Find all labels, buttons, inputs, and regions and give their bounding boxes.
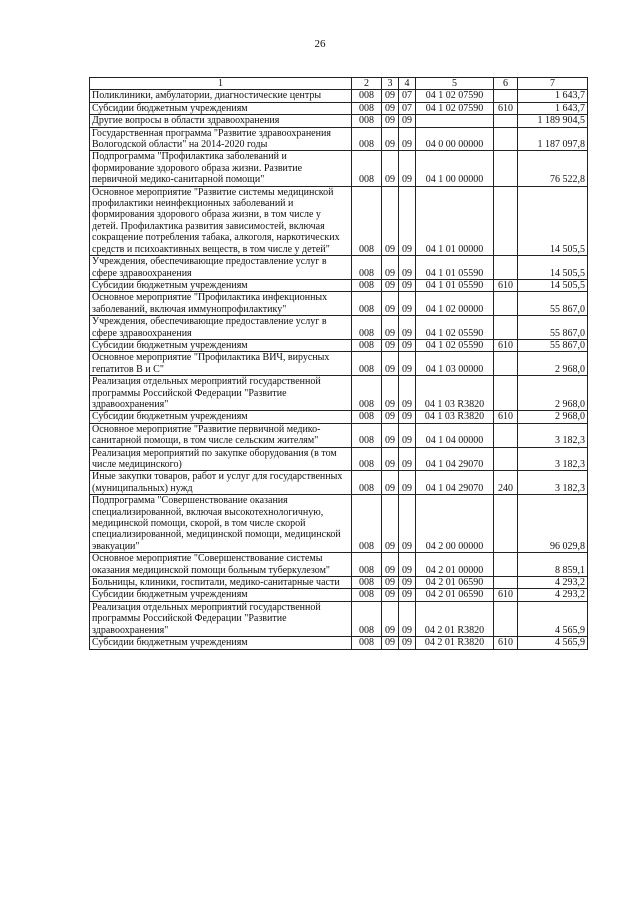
row-ministry-cell: 008 [352,316,382,340]
row-expense-type-cell [494,127,518,151]
row-target-item-cell: 04 2 01 R3820 [416,601,494,636]
row-target-item-cell: 04 1 04 29070 [416,447,494,471]
row-ministry-cell: 008 [352,601,382,636]
row-target-item-cell: 04 0 00 00000 [416,127,494,151]
row-ministry-cell: 008 [352,151,382,186]
row-target-item-cell: 04 1 03 00000 [416,352,494,376]
row-section-cell: 09 [382,447,399,471]
table-row [90,115,588,127]
row-expense-type-cell: 610 [494,339,518,351]
row-expense-type-cell [494,115,518,127]
row-section-cell: 09 [382,589,399,601]
row-ministry-cell: 008 [352,90,382,102]
row-subsection-cell: 09 [399,352,416,376]
row-amount-cell: 2 968,0 [518,376,588,411]
row-ministry-cell: 008 [352,447,382,471]
row-expense-type-cell: 610 [494,637,518,649]
row-expense-type-cell [494,90,518,102]
row-ministry-cell: 008 [352,256,382,280]
row-section-cell: 09 [382,316,399,340]
row-expense-type-cell: 610 [494,279,518,291]
row-subsection-cell: 09 [399,423,416,447]
row-amount-cell: 4 565,9 [518,601,588,636]
row-target-item-cell: 04 1 02 07590 [416,90,494,102]
row-amount-cell: 3 182,3 [518,471,588,495]
row-amount-cell: 1 643,7 [518,90,588,102]
row-name-cell: Субсидии бюджетным учреждениям [90,339,352,351]
row-amount-cell: 76 522,8 [518,151,588,186]
row-section-cell: 09 [382,339,399,351]
row-amount-cell: 14 505,5 [518,186,588,255]
row-subsection-cell: 09 [399,411,416,423]
row-section-cell: 09 [382,292,399,316]
row-target-item-cell: 04 1 01 05590 [416,256,494,280]
row-section-cell: 09 [382,186,399,255]
row-subsection-cell: 09 [399,115,416,127]
row-target-item-cell [416,115,494,127]
row-subsection-cell: 09 [399,316,416,340]
row-subsection-cell: 09 [399,339,416,351]
row-ministry-cell: 008 [352,102,382,114]
row-subsection-cell: 07 [399,90,416,102]
row-ministry-cell: 008 [352,339,382,351]
table-row [90,376,588,411]
row-section-cell: 09 [382,352,399,376]
row-expense-type-cell: 240 [494,471,518,495]
row-amount-cell: 14 505,5 [518,256,588,280]
row-subsection-cell: 09 [399,553,416,577]
row-ministry-cell: 008 [352,495,382,553]
row-ministry-cell: 008 [352,115,382,127]
table-row [90,279,588,291]
row-ministry-cell: 008 [352,127,382,151]
row-section-cell: 09 [382,256,399,280]
column-header: 4 [399,78,416,90]
table-row [90,637,588,649]
row-name-cell: Основное мероприятие "Профилактика инфекционных заболеваний, включая иммунопрофилактику" [90,292,352,316]
row-section-cell: 09 [382,495,399,553]
row-expense-type-cell [494,352,518,376]
row-ministry-cell: 008 [352,376,382,411]
table-row [90,495,588,553]
row-name-cell: Иные закупки товаров, работ и услуг для государственных (муниципальных) нужд [90,471,352,495]
row-subsection-cell: 09 [399,601,416,636]
row-amount-cell: 4 293,2 [518,589,588,601]
row-target-item-cell: 04 1 04 00000 [416,423,494,447]
row-name-cell: Учреждения, обеспечивающие предоставление услуг в сфере здравоохранения [90,256,352,280]
row-subsection-cell: 09 [399,151,416,186]
row-section-cell: 09 [382,553,399,577]
row-name-cell: Основное мероприятие "Развитие системы медицинской профилактики неинфекционных заболеваний и формирования здорового образа жизни, в том числе у детей. Профилактика развития зависимостей, включая сокращение потребления табака, алкоголя, наркотических средств и психоактивных веществ, в том числе у детей" [90,186,352,255]
row-target-item-cell: 04 1 01 05590 [416,279,494,291]
row-section-cell: 09 [382,471,399,495]
row-name-cell: Субсидии бюджетным учреждениям [90,589,352,601]
row-expense-type-cell [494,256,518,280]
row-name-cell: Основное мероприятие "Совершенствование системы оказания медицинской помощи больным туберкулезом" [90,553,352,577]
column-header: 2 [352,78,382,90]
row-subsection-cell: 09 [399,495,416,553]
row-target-item-cell: 04 2 01 06590 [416,577,494,589]
row-expense-type-cell [494,316,518,340]
row-subsection-cell: 09 [399,637,416,649]
row-amount-cell: 1 643,7 [518,102,588,114]
row-ministry-cell: 008 [352,352,382,376]
row-section-cell: 09 [382,637,399,649]
table-row [90,471,588,495]
row-target-item-cell: 04 1 00 00000 [416,151,494,186]
row-expense-type-cell [494,423,518,447]
row-name-cell: Субсидии бюджетным учреждениям [90,102,352,114]
row-amount-cell: 2 968,0 [518,352,588,376]
row-subsection-cell: 07 [399,102,416,114]
row-section-cell: 09 [382,601,399,636]
row-expense-type-cell [494,376,518,411]
row-target-item-cell: 04 2 00 00000 [416,495,494,553]
row-expense-type-cell: 610 [494,411,518,423]
row-section-cell: 09 [382,279,399,291]
row-ministry-cell: 008 [352,279,382,291]
row-section-cell: 09 [382,411,399,423]
column-header: 1 [90,78,352,90]
row-name-cell: Подпрограмма "Профилактика заболеваний и формирование здорового образа жизни. Развитие первичной медико-санитарной помощи" [90,151,352,186]
row-expense-type-cell [494,447,518,471]
row-subsection-cell: 09 [399,256,416,280]
row-target-item-cell: 04 1 01 00000 [416,186,494,255]
row-name-cell: Учреждения, обеспечивающие предоставление услуг в сфере здравоохранения [90,316,352,340]
row-expense-type-cell [494,601,518,636]
row-section-cell: 09 [382,115,399,127]
row-amount-cell: 96 029,8 [518,495,588,553]
row-name-cell: Субсидии бюджетным учреждениям [90,637,352,649]
row-expense-type-cell [494,553,518,577]
row-amount-cell: 14 505,5 [518,279,588,291]
row-target-item-cell: 04 1 03 R3820 [416,376,494,411]
page-number: 26 [314,38,326,50]
row-ministry-cell: 008 [352,411,382,423]
table-row [90,186,588,255]
column-header: 5 [416,78,494,90]
budget-table [89,77,588,650]
row-subsection-cell: 09 [399,471,416,495]
row-target-item-cell: 04 2 01 R3820 [416,637,494,649]
row-ministry-cell: 008 [352,577,382,589]
table-row [90,411,588,423]
row-target-item-cell: 04 1 02 00000 [416,292,494,316]
row-name-cell: Реализация отдельных мероприятий государственной программы Российской Федерации "Развитие здравоохранения" [90,601,352,636]
row-amount-cell: 1 189 904,5 [518,115,588,127]
row-amount-cell: 3 182,3 [518,423,588,447]
row-amount-cell: 3 182,3 [518,447,588,471]
table-row [90,447,588,471]
row-section-cell: 09 [382,577,399,589]
row-expense-type-cell [494,577,518,589]
row-subsection-cell: 09 [399,577,416,589]
table-header-row [90,78,588,90]
row-name-cell: Основное мероприятие "Профилактика ВИЧ, вирусных гепатитов В и С" [90,352,352,376]
row-section-cell: 09 [382,127,399,151]
table-row [90,553,588,577]
table-row [90,339,588,351]
row-amount-cell: 4 565,9 [518,637,588,649]
row-target-item-cell: 04 2 01 06590 [416,589,494,601]
table-row [90,127,588,151]
row-amount-cell: 4 293,2 [518,577,588,589]
row-amount-cell: 2 968,0 [518,411,588,423]
row-expense-type-cell [494,292,518,316]
table-row [90,316,588,340]
row-subsection-cell: 09 [399,376,416,411]
table-row [90,577,588,589]
table-row [90,601,588,636]
row-target-item-cell: 04 1 02 05590 [416,316,494,340]
row-target-item-cell: 04 1 02 07590 [416,102,494,114]
row-amount-cell: 1 187 097,8 [518,127,588,151]
row-subsection-cell: 09 [399,186,416,255]
table-row [90,151,588,186]
row-subsection-cell: 09 [399,127,416,151]
table-row [90,292,588,316]
row-ministry-cell: 008 [352,423,382,447]
row-target-item-cell: 04 2 01 00000 [416,553,494,577]
row-target-item-cell: 04 1 03 R3820 [416,411,494,423]
row-amount-cell: 55 867,0 [518,292,588,316]
row-section-cell: 09 [382,423,399,447]
row-amount-cell: 8 859,1 [518,553,588,577]
row-ministry-cell: 008 [352,292,382,316]
column-header: 7 [518,78,588,90]
row-name-cell: Подпрограмма "Совершенствование оказания специализированной, включая высокотехнологичную, медицинской помощи, скорой, в том числе скорой специализированной, медицинской помощи, медицинской эвакуации" [90,495,352,553]
row-expense-type-cell: 610 [494,102,518,114]
table-row [90,256,588,280]
row-target-item-cell: 04 1 02 05590 [416,339,494,351]
row-section-cell: 09 [382,90,399,102]
row-expense-type-cell [494,495,518,553]
row-ministry-cell: 008 [352,553,382,577]
row-section-cell: 09 [382,151,399,186]
row-ministry-cell: 008 [352,186,382,255]
row-subsection-cell: 09 [399,279,416,291]
column-header: 3 [382,78,399,90]
row-name-cell: Государственная программа "Развитие здравоохранения Вологодской области" на 2014-2020 годы [90,127,352,151]
row-name-cell: Субсидии бюджетным учреждениям [90,279,352,291]
row-section-cell: 09 [382,102,399,114]
row-name-cell: Поликлиники, амбулатории, диагностические центры [90,90,352,102]
row-expense-type-cell [494,186,518,255]
row-expense-type-cell [494,151,518,186]
table-row [90,423,588,447]
row-name-cell: Другие вопросы в области здравоохранения [90,115,352,127]
row-name-cell: Реализация отдельных мероприятий государственной программы Российской Федерации "Развитие здравоохранения" [90,376,352,411]
row-ministry-cell: 008 [352,637,382,649]
row-subsection-cell: 09 [399,292,416,316]
row-name-cell: Субсидии бюджетным учреждениям [90,411,352,423]
row-name-cell: Основное мероприятие "Развитие первичной медико-санитарной помощи, в том числе сельским жителям" [90,423,352,447]
row-name-cell: Реализация мероприятий по закупке оборудования (в том числе медицинского) [90,447,352,471]
row-subsection-cell: 09 [399,589,416,601]
row-amount-cell: 55 867,0 [518,339,588,351]
row-section-cell: 09 [382,376,399,411]
row-name-cell: Больницы, клиники, госпитали, медико-санитарные части [90,577,352,589]
row-subsection-cell: 09 [399,447,416,471]
table-row [90,352,588,376]
table-row [90,90,588,102]
row-ministry-cell: 008 [352,589,382,601]
row-expense-type-cell: 610 [494,589,518,601]
table-row [90,589,588,601]
row-amount-cell: 55 867,0 [518,316,588,340]
column-header: 6 [494,78,518,90]
row-ministry-cell: 008 [352,471,382,495]
row-target-item-cell: 04 1 04 29070 [416,471,494,495]
table-row [90,102,588,114]
